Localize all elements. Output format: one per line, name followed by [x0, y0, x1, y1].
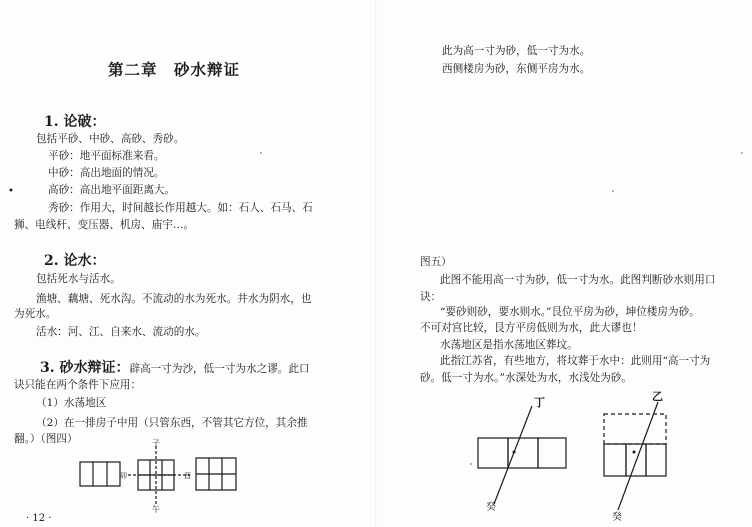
label-west: 卯	[120, 472, 127, 480]
section2-heading: 2. 论水：	[44, 253, 106, 269]
figure5a-diagram	[472, 392, 592, 522]
right-top-line: 此为高一寸为砂，低一寸为水。	[442, 45, 591, 57]
scan-speck	[741, 152, 743, 154]
figure5b-label-top: 乙	[652, 390, 663, 403]
right-body-line: 水荡地区是指水荡地区葬坟。	[440, 339, 578, 351]
label-north: 子	[152, 439, 160, 448]
right-body-line: 诀：	[420, 291, 442, 303]
figure5a-house-right	[538, 438, 566, 468]
bullet-mark: •	[8, 186, 14, 197]
section3-line: 翻。）（图四）	[14, 433, 78, 445]
scan-speck	[612, 190, 614, 192]
scan-speck	[470, 463, 472, 465]
right-body-line: 此图不能用高一寸为砂，低一寸为水。此图判断砂水则用口	[440, 274, 716, 286]
page-number: · 12 ·	[26, 513, 52, 524]
figure5b-house-left	[604, 444, 626, 476]
section1-line: 平砂：地平面标准来看。	[48, 150, 165, 162]
right-top-line: 西侧楼房为砂，东侧平房为水。	[442, 63, 591, 75]
right-body-line: 不可对宫比较，艮方平房低则为水，此大谬也！	[420, 322, 643, 334]
figure5a-axis-line	[494, 406, 532, 504]
section3-line: （1）水荡地区	[36, 397, 107, 409]
section3-line: 诀只能在两个条件下应用：	[14, 379, 142, 391]
section1-heading: 1. 论破：	[44, 114, 106, 130]
section2-line: 活水：河、江、自来水、流动的水。	[36, 326, 206, 338]
figure5b-house-right	[646, 444, 666, 476]
figure4-diagram	[0, 440, 376, 520]
section2-line: 包括死水与活水。	[36, 273, 121, 285]
section1-line: 狮、电线杆、变压器、机房、庙宇…。	[14, 219, 195, 231]
section1-line: 包括平砂、中砂、高砂、秀砂。	[36, 133, 185, 145]
figure5a-house-middle	[508, 438, 538, 468]
right-body-line: “要砂则砂，要水则水。”艮位平房为砂，坤位楼房为砂。	[440, 306, 700, 318]
right-body-line: 此指江苏省，有些地方，将坟葬于水中：此则用“高一寸为	[440, 355, 711, 367]
section3-inline-text: 辟高一寸为沙，低一寸为水之谬。此口	[129, 363, 310, 375]
house-block-left	[80, 462, 120, 486]
figure5b-label-bottom: 癸	[612, 512, 622, 523]
section1-line: 中砂：高出地面的情况。	[48, 167, 165, 179]
section2-line: 为死水。	[14, 308, 57, 320]
label-east: 酉	[184, 472, 191, 480]
section3-heading	[40, 357, 310, 377]
figure5b-axis-line	[618, 402, 658, 510]
right-body-line: 砂。低一寸为水。”水深处为水，水浅处为砂。	[420, 372, 632, 384]
right-body-line: 图五）	[420, 256, 452, 268]
section2-line: 渔塘、藕塘、死水沟。不流动的水为死水。井水为阴水，也	[36, 293, 312, 305]
section1-line: 秀砂：作用大，时间越长作用越大。如：石人、石马、石	[48, 202, 313, 214]
section3-heading-text: 3. 砂水辩证：	[40, 360, 130, 376]
section3-line: （2）在一排房子中用（只管东西，不管其它方位，其余推	[36, 417, 308, 429]
figure5b-diagram	[596, 388, 716, 523]
figure5a-center-dot	[513, 451, 516, 454]
figure5a-house-left	[478, 438, 508, 468]
figure5a-label-top: 丁	[534, 396, 545, 409]
scan-speck	[260, 152, 262, 154]
section1-line: 高砂：高出地平面距离大。	[48, 184, 176, 196]
label-south: 午	[152, 505, 160, 514]
right-page	[376, 0, 752, 527]
figure5b-center-dot	[633, 451, 636, 454]
chapter-title: 第二章 砂水辩证	[108, 60, 241, 79]
figure5b-upper-floor	[604, 414, 666, 444]
figure5a-label-bottom: 癸	[486, 502, 496, 513]
